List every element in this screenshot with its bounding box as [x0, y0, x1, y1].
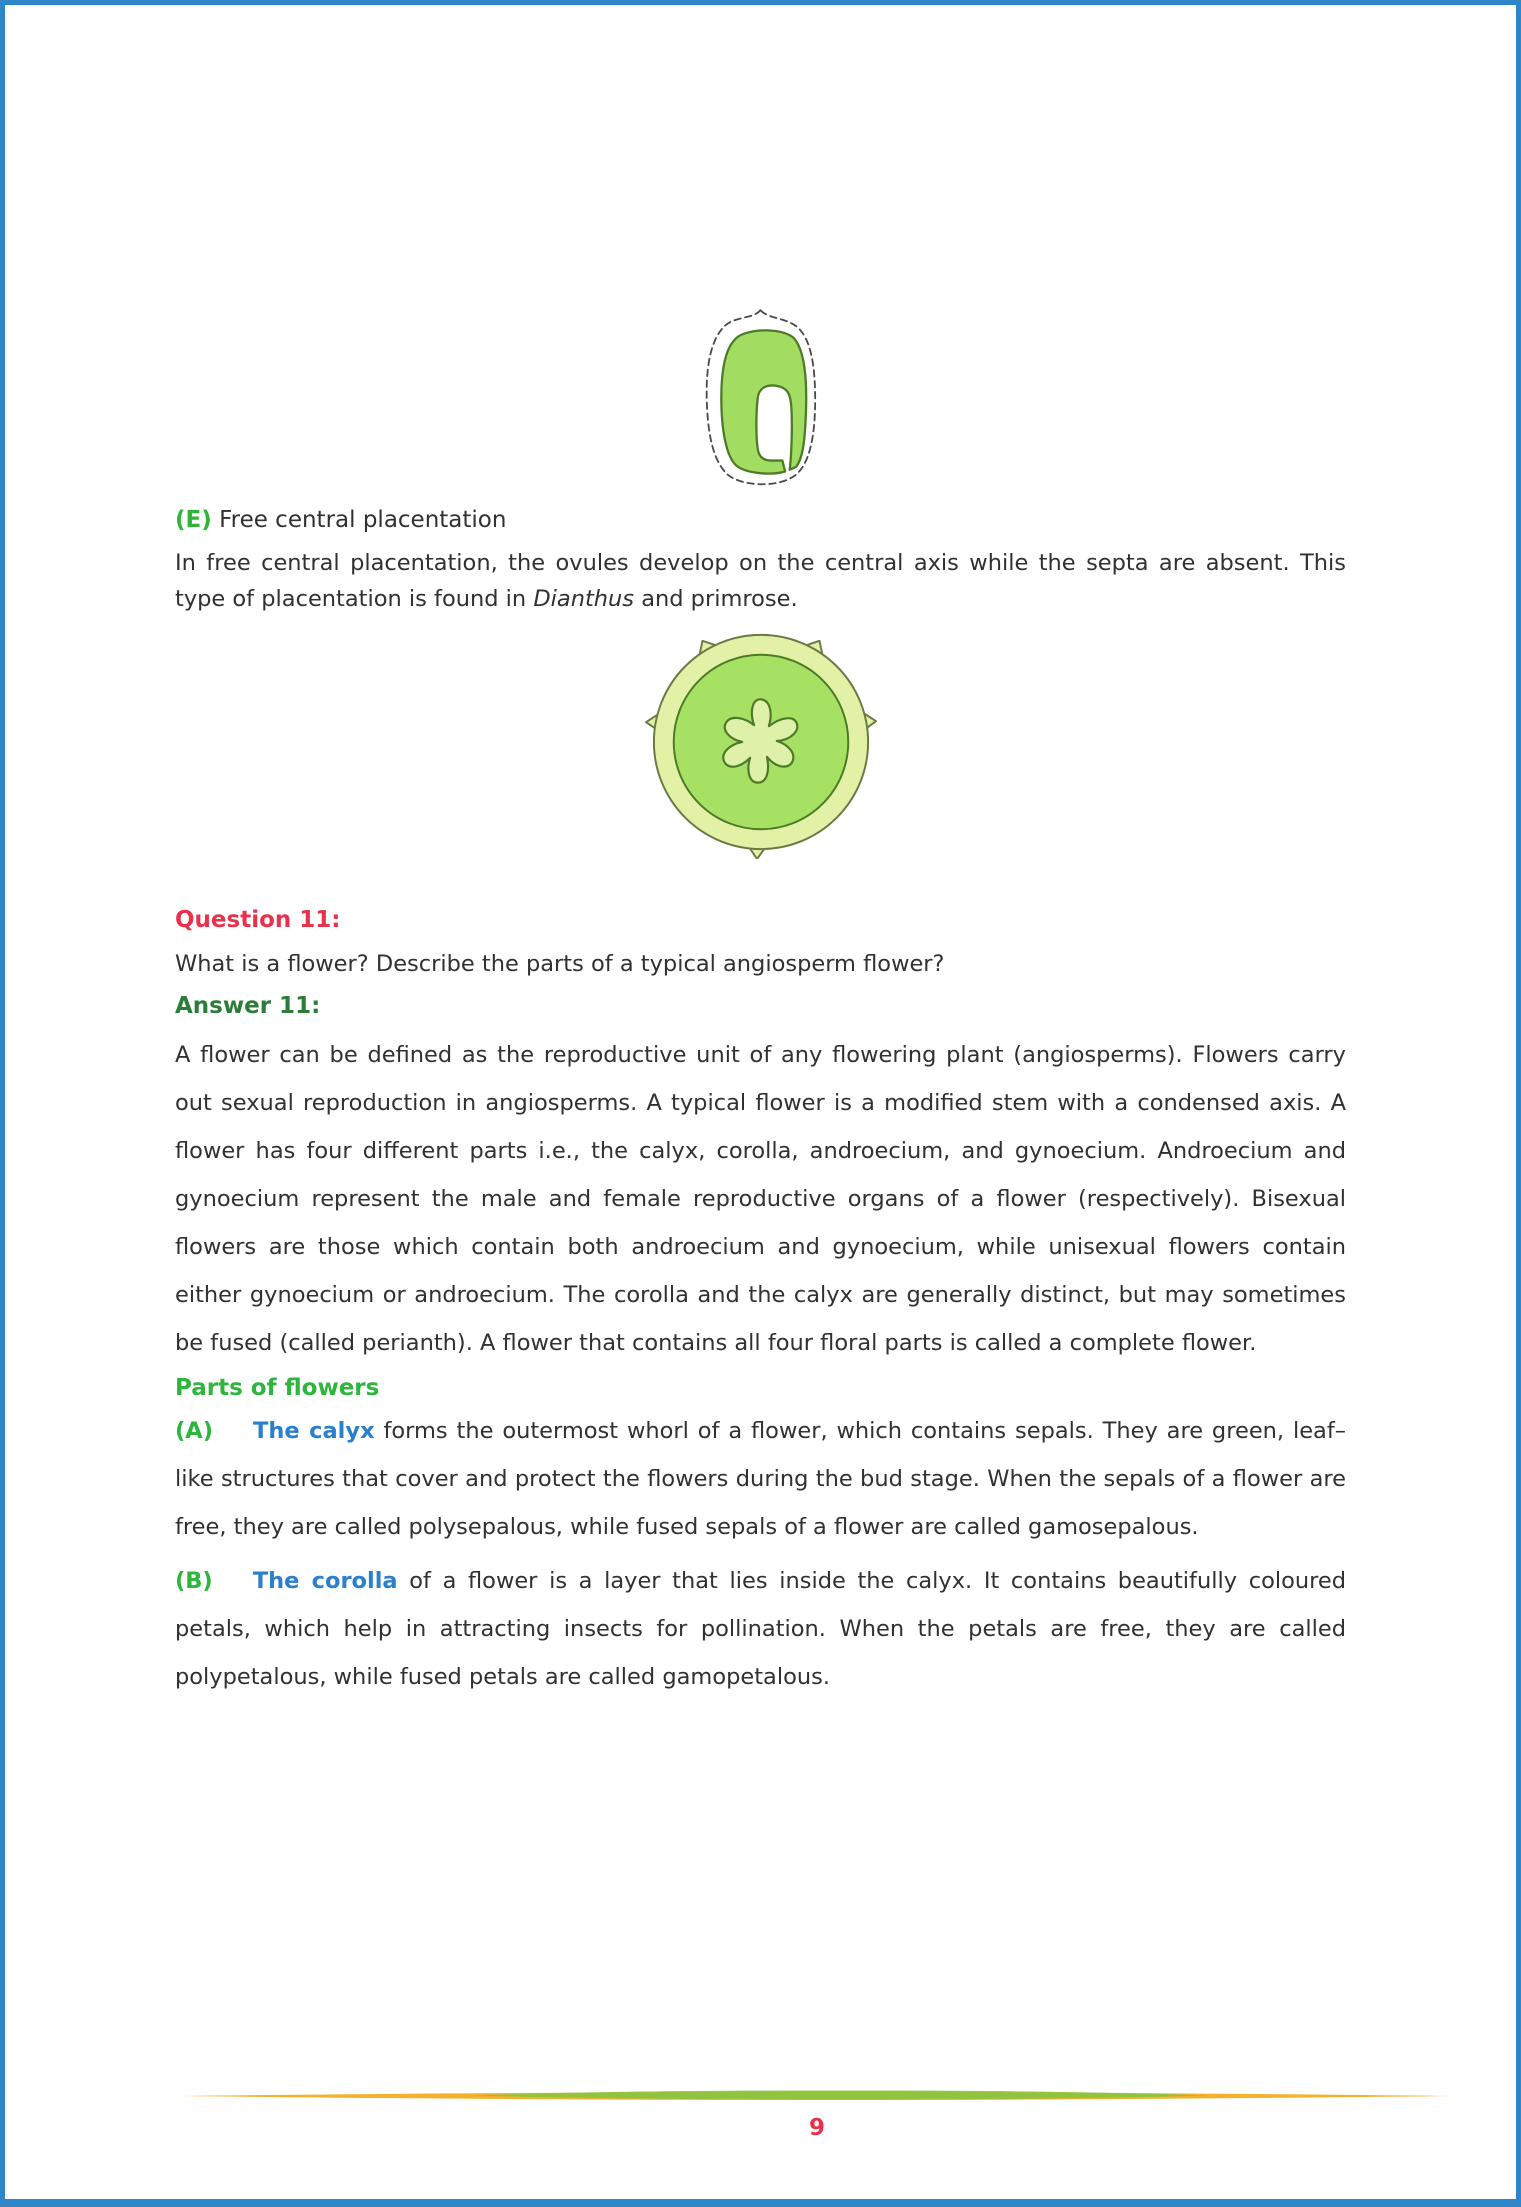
parts-of-flowers-heading: Parts of flowers	[175, 1375, 380, 1401]
ovary-longitudinal-section-diagram-icon	[678, 292, 843, 497]
part-b-text: of a flower is a layer that lies inside the calyx. It contains beautifully coloured petals, which help in attracting insects for pollination. When the petals are free, they are called polypetalous, while fused petals are called gamopetalous.	[175, 1568, 1346, 1690]
figure-ovary-cross-section	[175, 621, 1346, 859]
part-a-term: The calyx	[252, 1418, 375, 1444]
part-b-label: (B)	[175, 1568, 213, 1594]
ovary-cross-section-diagram-icon	[642, 621, 880, 859]
page-number: 9	[808, 2115, 825, 2141]
page-footer	[181, 2088, 1453, 2141]
section-e-text-italic: Dianthus	[533, 586, 635, 612]
part-a-label: (A)	[175, 1418, 213, 1444]
part-a-paragraph	[175, 1407, 1346, 1551]
part-a-text: forms the outermost whorl of a flower, which contains sepals. They are green, leaf–like structures that cover and protect the flowers during the bud stage. When the sepals of a flower are free, they are called polysepalous, while fused sepals of a flower are called gamosepalous.	[175, 1418, 1346, 1540]
figure-ovary-longitudinal-section	[175, 292, 1346, 497]
footer-divider-icon	[181, 2089, 1453, 2103]
page-content	[5, 292, 1516, 1701]
answer-heading: Answer 11:	[175, 993, 321, 1019]
section-e-label: (E)	[175, 507, 212, 533]
section-e-title: Free central placentation	[219, 507, 507, 533]
question-text: What is a flower? Describe the parts of a typical angiosperm flower?	[175, 951, 945, 977]
answer-paragraph: A flower can be defined as the reproductive unit of any flowering plant (angiosperms). Flowers carry out sexual reproduction in angiosperms. A typical flower is a modified stem with a condensed axis. A flower has four different parts i.e., the calyx, corolla, androecium, and gynoecium. Androecium and gynoecium represent the male and female reproductive organs of a flower (respectively). Bisexual flowers are those which contain both androecium and gynoecium, while unisexual flowers contain either gynoecium or androecium. The corolla and the calyx are generally distinct, but may sometimes be fused (called perianth). A flower that contains all four floral parts is called a complete flower.	[175, 1042, 1346, 1356]
section-e-paragraph	[175, 545, 1346, 617]
section-e-text-post: and primrose.	[634, 586, 798, 612]
question-heading: Question 11:	[175, 907, 341, 933]
section-e-text-pre: In free central placentation, the ovules develop on the central axis while the septa are absent. This type of placentation is found in	[175, 550, 1346, 612]
part-b-term: The corolla	[252, 1568, 398, 1594]
section-e-heading	[175, 507, 1346, 533]
part-b-paragraph	[175, 1557, 1346, 1701]
